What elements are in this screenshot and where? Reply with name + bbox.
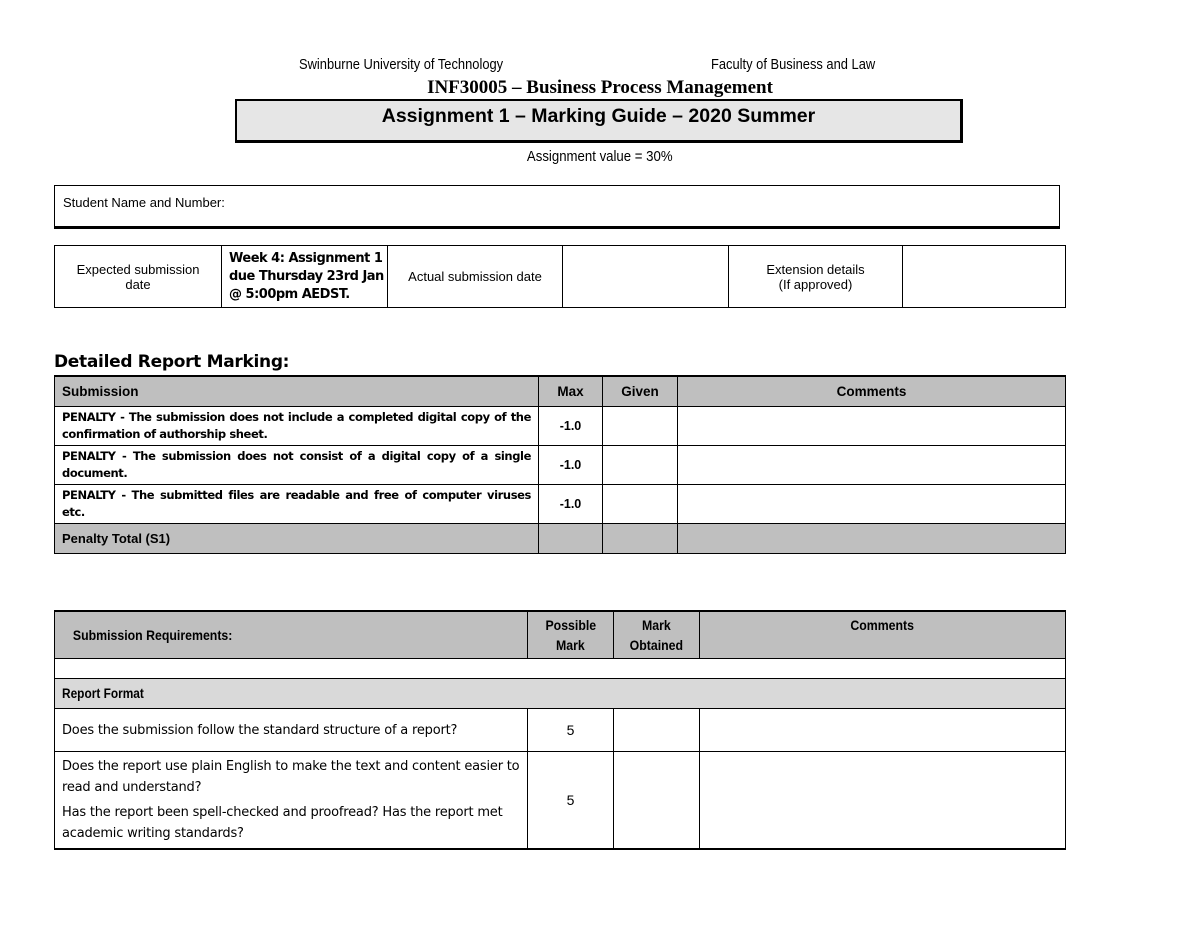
col-comments: Comments — [678, 376, 1066, 407]
extension-details-label: Extension details (If approved) — [729, 246, 903, 308]
detailed-marking-table — [54, 375, 1066, 554]
penalty-total-given[interactable] — [603, 524, 678, 554]
penalty-total-row — [55, 524, 1066, 554]
expected-submission-value: Week 4: Assignment 1 due Thursday 23rd Jan @ 5:00pm AEDST. — [222, 246, 388, 308]
expected-submission-label: Expected submission date — [55, 246, 222, 308]
detailed-marking-heading: Detailed Report Marking: — [54, 352, 290, 372]
document-title-box — [235, 99, 963, 143]
extension-details-field[interactable] — [903, 246, 1066, 308]
table-row — [55, 752, 1066, 850]
penalty-text: PENALTY - The submission does not consist of a digital copy of a single document. — [55, 446, 539, 485]
actual-submission-field[interactable] — [563, 246, 729, 308]
student-name-label: Student Name and Number: — [63, 195, 225, 210]
col-max: Max — [539, 376, 603, 407]
col-mark-obtained: Mark Obtained — [614, 611, 700, 659]
section-row — [55, 679, 1066, 709]
submission-requirements-table — [54, 610, 1066, 850]
unit-title: INF30005 – Business Process Management — [427, 77, 773, 98]
faculty-name: Faculty of Business and Law — [711, 56, 876, 73]
requirement-question: Does the report use plain English to make the text and content easier to read and understand? Has the report been spell-checked and proofread? Has the report met academic writing standards? — [55, 752, 528, 850]
penalty-total-max — [539, 524, 603, 554]
col-requirement: Submission Requirements: — [55, 611, 528, 659]
penalty-max: -1.0 — [539, 446, 603, 485]
penalty-comments-cell[interactable] — [678, 407, 1066, 446]
col-possible-mark: Possible Mark — [528, 611, 614, 659]
student-name-field[interactable] — [54, 185, 1060, 229]
possible-mark: 5 — [528, 709, 614, 752]
section-title: Report Format — [55, 679, 1066, 709]
col-given: Given — [603, 376, 678, 407]
submission-dates-table — [54, 245, 1066, 308]
comments-cell[interactable] — [700, 709, 1066, 752]
table-row — [55, 446, 1066, 485]
table-row — [55, 709, 1066, 752]
table-header-row — [55, 376, 1066, 407]
penalty-total-comments[interactable] — [678, 524, 1066, 554]
penalty-text: PENALTY - The submitted files are readable and free of computer viruses etc. — [55, 485, 539, 524]
col-submission: Submission — [55, 376, 539, 407]
table-row — [55, 407, 1066, 446]
col-comments: Comments — [700, 611, 1066, 659]
mark-obtained-cell[interactable] — [614, 752, 700, 850]
table-header-row — [55, 611, 1066, 659]
comments-cell[interactable] — [700, 752, 1066, 850]
penalty-comments-cell[interactable] — [678, 485, 1066, 524]
requirement-question: Does the submission follow the standard structure of a report? — [55, 709, 528, 752]
penalty-max: -1.0 — [539, 407, 603, 446]
penalty-given-cell[interactable] — [603, 446, 678, 485]
university-name: Swinburne University of Technology — [299, 56, 504, 73]
table-row — [55, 485, 1066, 524]
mark-obtained-cell[interactable] — [614, 709, 700, 752]
penalty-given-cell[interactable] — [603, 407, 678, 446]
penalty-max: -1.0 — [539, 485, 603, 524]
assignment-value: Assignment value = 30% — [527, 148, 673, 165]
penalty-comments-cell[interactable] — [678, 446, 1066, 485]
possible-mark: 5 — [528, 752, 614, 850]
document-title: Assignment 1 – Marking Guide – 2020 Summer — [381, 105, 816, 127]
penalty-total-label: Penalty Total (S1) — [55, 524, 539, 554]
blank-row — [55, 659, 1066, 679]
penalty-given-cell[interactable] — [603, 485, 678, 524]
actual-submission-label: Actual submission date — [388, 246, 563, 308]
penalty-text: PENALTY - The submission does not include a completed digital copy of the confirmation of authorship sheet. — [55, 407, 539, 446]
assignment-value-line — [0, 148, 1200, 165]
